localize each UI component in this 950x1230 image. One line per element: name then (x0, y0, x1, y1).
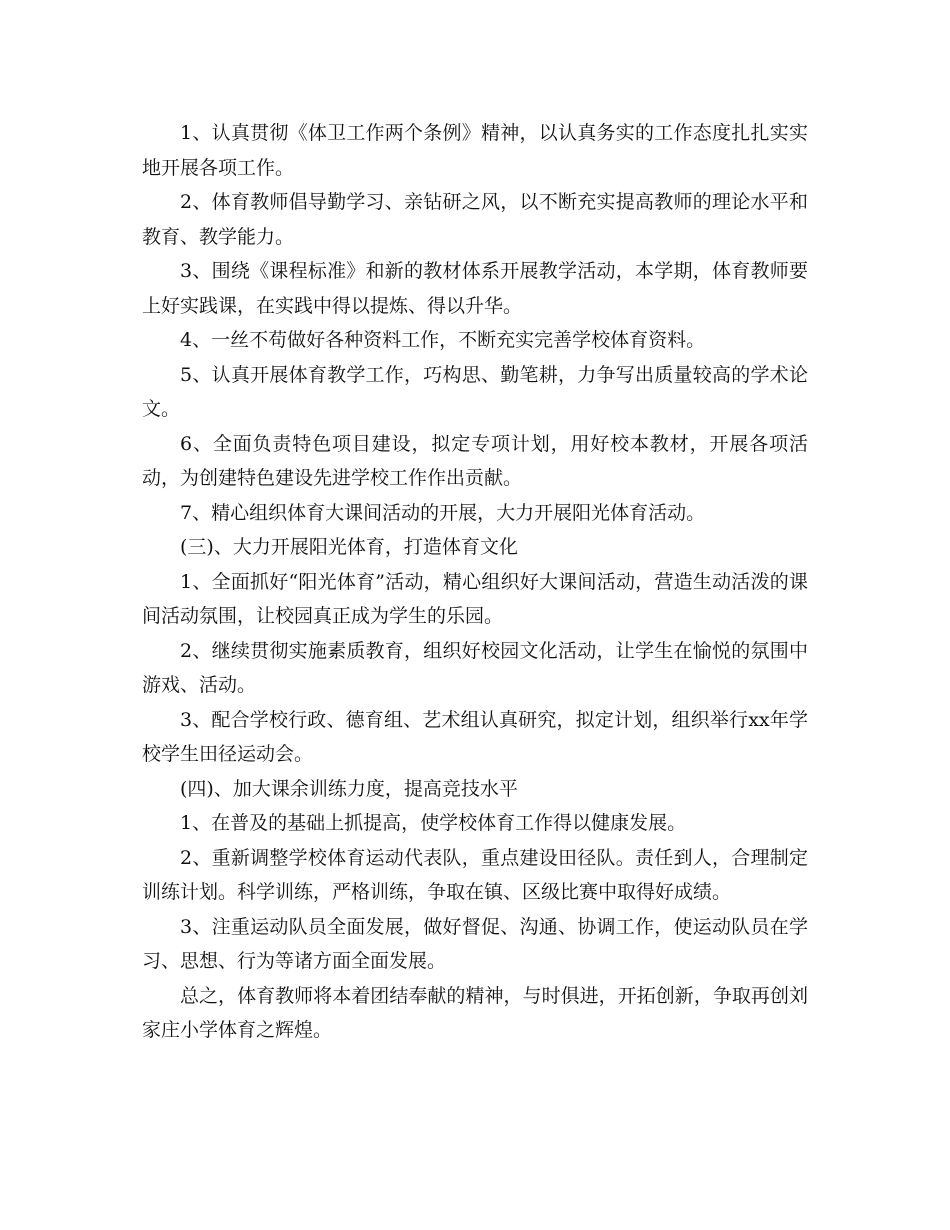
section-heading-3: (三)、大力开展阳光体育，打造体育文化 (180, 536, 518, 558)
paragraph-sunshine-2: 2、继续贯彻实施素质教育，组织好校园文化活动，让学生在愉悦的氛围中游戏、活动。 (142, 639, 808, 696)
section-heading-4: (四)、加大课余训练力度，提高竞技水平 (180, 777, 518, 800)
summary-paragraph: 总之，体育教师将本着团结奉献的精神，与时俱进，开拓创新，争取再创刘家庄小学体育之辉煌。 (142, 984, 808, 1041)
paragraph-item-4: 4、一丝不苟做好各种资料工作，不断充实完善学校体育资料。 (180, 329, 706, 351)
paragraph-training-1: 1、在普及的基础上抓提高，使学校体育工作得以健康发展。 (180, 812, 687, 834)
paragraph-training-2: 2、重新调整学校体育运动代表队，重点建设田径队。责任到人，合理制定训练计划。科学训练，严格训练，争取在镇、区级比赛中取得好成绩。 (142, 846, 808, 903)
paragraph-sunshine-1: 1、全面抓好“阳光体育”活动，精心组织好大课间活动，营造生动活泼的课间活动氛围，让校园真正成为学生的乐园。 (142, 570, 808, 627)
paragraph-item-5: 5、认真开展体育教学工作，巧构思、勤笔耕，力争写出质量较高的学术论文。 (142, 363, 808, 420)
paragraph-item-7: 7、精心组织体育大课间活动的开展，大力开展阳光体育活动。 (180, 501, 706, 524)
paragraph-sunshine-3: 3、配合学校行政、德育组、艺术组认真研究，拟定计划，组织举行xx年学校学生田径运动会。 (142, 708, 808, 765)
document-body (142, 116, 808, 1048)
paragraph-item-3: 3、围绕《课程标准》和新的教材体系开展教学活动，本学期，体育教师要上好实践课，在实践中得以提炼、得以升华。 (142, 260, 808, 317)
paragraph-item-2: 2、体育教师倡导勤学习、亲钻研之风，以不断充实提高教师的理论水平和教育、教学能力。 (142, 191, 808, 248)
paragraph-item-6: 6、全面负责特色项目建设，拟定专项计划，用好校本教材，开展各项活动，为创建特色建设先进学校工作作出贡献。 (142, 432, 808, 489)
paragraph-training-3: 3、注重运动队员全面发展，做好督促、沟通、协调工作，使运动队员在学习、思想、行为等诸方面全面发展。 (142, 915, 808, 972)
paragraph-item-1: 1、认真贯彻《体卫工作两个条例》精神，以认真务实的工作态度扎扎实实地开展各项工作。 (142, 122, 808, 179)
